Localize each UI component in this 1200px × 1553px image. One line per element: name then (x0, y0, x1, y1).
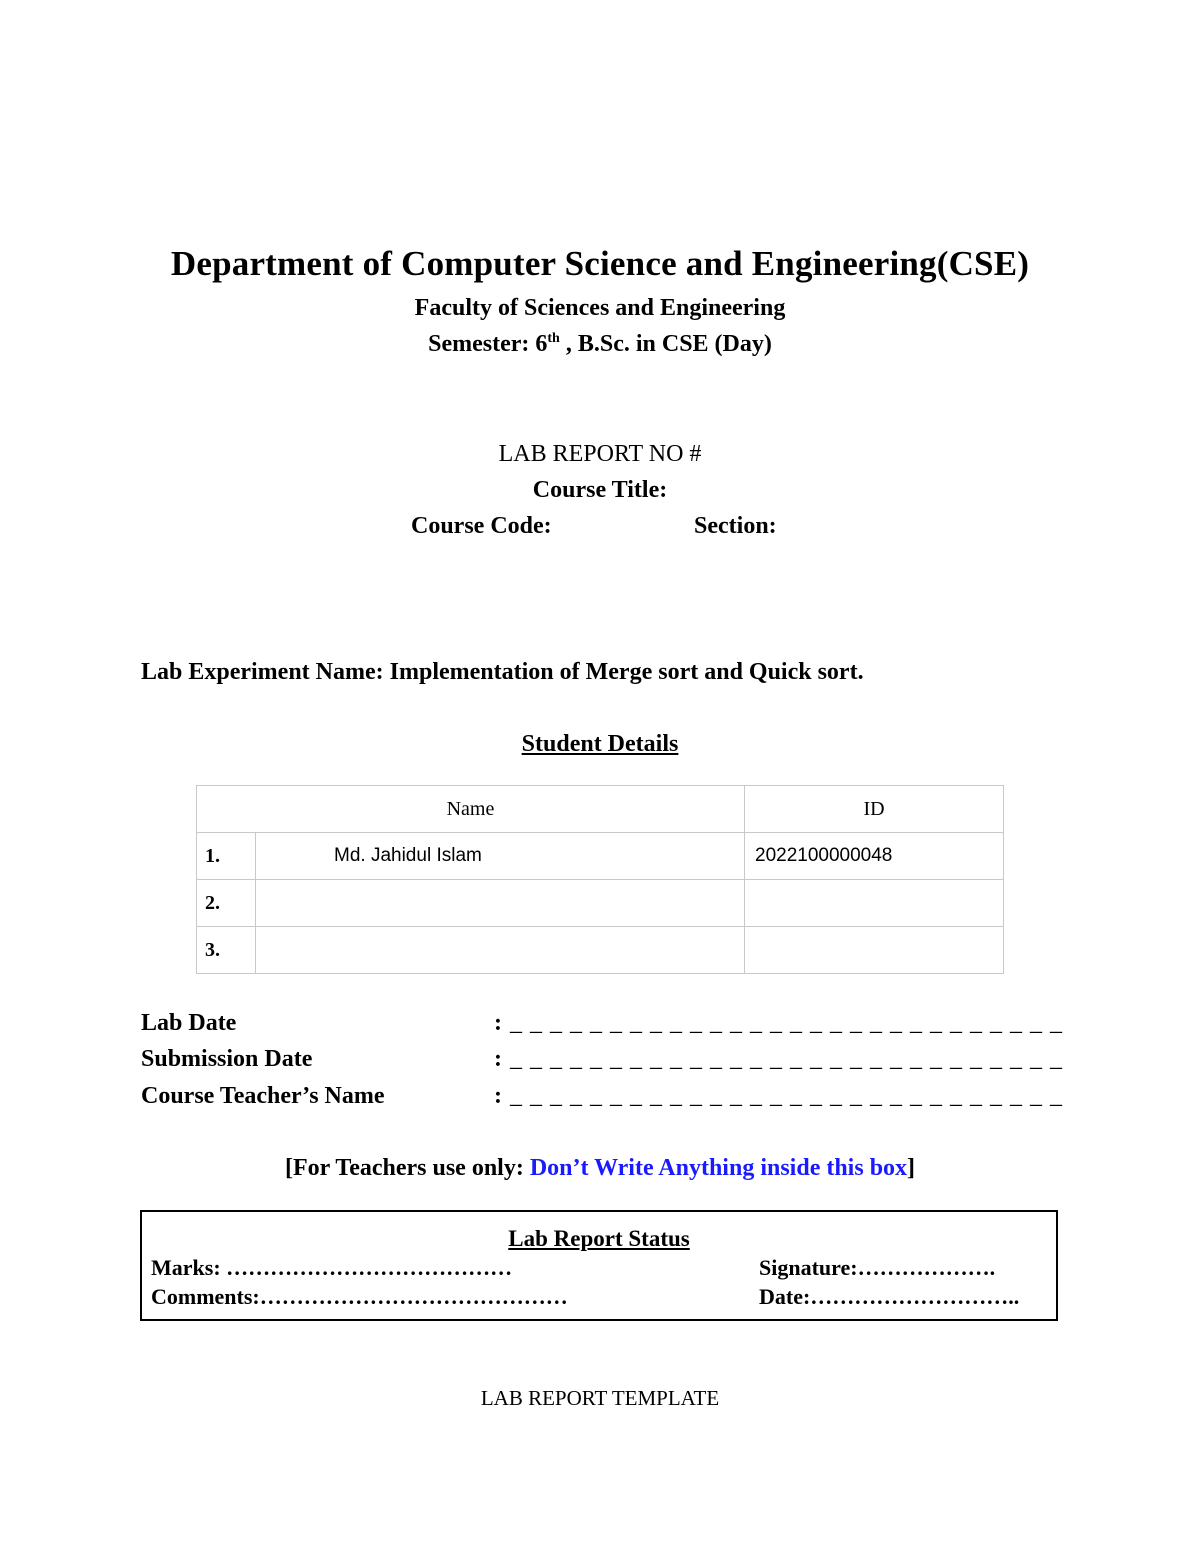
teacher-name-colon: : (494, 1083, 502, 1109)
course-code: Course Code: (411, 513, 552, 539)
teacher-name-row (0, 1083, 1200, 1115)
submission-date-label: Submission Date (141, 1046, 313, 1072)
experiment-name: Lab Experiment Name: Implementation of Merge sort and Quick sort. (141, 659, 864, 685)
lab-date-blank: _ _ _ _ _ _ _ _ _ _ _ _ _ _ _ _ _ _ _ _ _ _ _ _ _ _ _ _ (510, 1010, 1063, 1036)
row-number: 1. (197, 833, 256, 880)
lab-report-status-box (140, 1210, 1058, 1321)
lab-report-number: LAB REPORT NO # (498, 441, 702, 467)
lab-date-label: Lab Date (141, 1010, 237, 1036)
table-row (197, 833, 1004, 880)
semester-line (0, 331, 1200, 358)
status-title: Lab Report Status (508, 1226, 690, 1251)
submission-date-blank: _ _ _ _ _ _ _ _ _ _ _ _ _ _ _ _ _ _ _ _ _ _ _ _ _ _ _ _ (510, 1046, 1063, 1072)
student-name (256, 880, 745, 927)
marks-line: Marks: ………………………………… (151, 1255, 513, 1280)
lab-date-row (0, 1010, 1200, 1042)
teachers-note-open: [For Teachers use only: (284, 1155, 530, 1181)
student-name (256, 927, 745, 974)
semester-suffix: , B.Sc. in CSE (Day) (559, 331, 772, 357)
row-number: 3. (197, 927, 256, 974)
student-table (196, 785, 1004, 974)
teachers-note-highlight: Don’t Write Anything inside this box (529, 1155, 908, 1181)
table-header-row (197, 786, 1004, 833)
section-label: Section: (694, 513, 777, 539)
semester-sup: th (547, 331, 560, 346)
lab-date-colon: : (494, 1010, 502, 1036)
table-row (197, 927, 1004, 974)
course-title: Course Title: (532, 477, 668, 503)
student-id (745, 880, 1004, 927)
comments-line: Comments:…………………………………… (151, 1284, 568, 1309)
table-row (197, 880, 1004, 927)
column-header-id: ID (745, 786, 1004, 833)
submission-date-row (0, 1046, 1200, 1078)
signature-line: Signature:………………. (759, 1255, 996, 1280)
column-header-name: Name (197, 786, 745, 833)
student-id: 2022100000048 (745, 833, 1004, 880)
teacher-name-blank: _ _ _ _ _ _ _ _ _ _ _ _ _ _ _ _ _ _ _ _ _ _ _ _ _ _ _ _ (510, 1083, 1063, 1109)
teacher-name-label: Course Teacher’s Name (141, 1083, 385, 1109)
teachers-note (0, 1155, 1200, 1182)
student-id (745, 927, 1004, 974)
footer-label: LAB REPORT TEMPLATE (480, 1386, 720, 1410)
submission-date-colon: : (494, 1046, 502, 1072)
row-number: 2. (197, 880, 256, 927)
teachers-note-close: ] (907, 1155, 916, 1181)
date-line: Date:……………………….. (759, 1284, 1020, 1309)
student-name: Md. Jahidul Islam (256, 833, 745, 880)
student-details-title: Student Details (521, 731, 679, 757)
department-title: Department of Computer Science and Engineering(CSE) (170, 244, 1030, 283)
faculty-name: Faculty of Sciences and Engineering (414, 295, 786, 321)
semester-prefix: Semester: 6 (428, 331, 548, 357)
